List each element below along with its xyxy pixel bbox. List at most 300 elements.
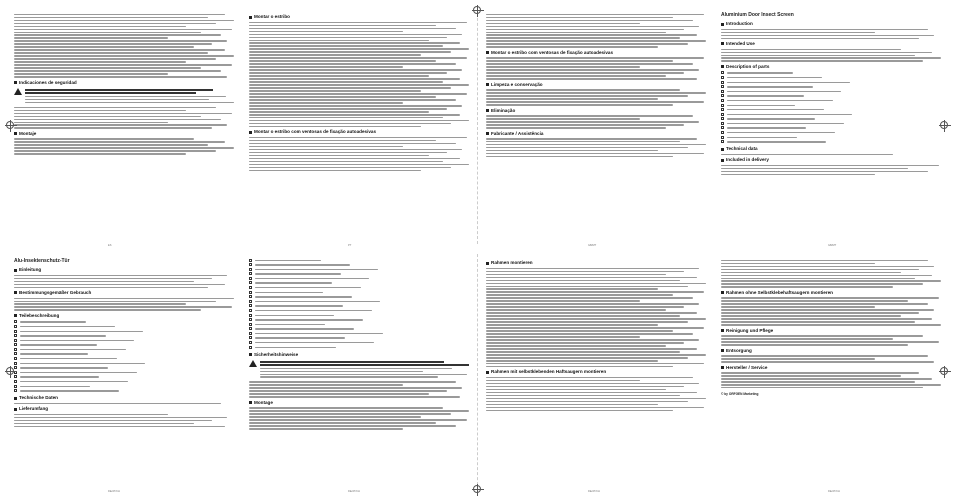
checkbox-icon xyxy=(721,85,724,88)
heading-text: Lieferumfang xyxy=(19,406,49,412)
text-line xyxy=(249,25,436,26)
leaflet-sheet xyxy=(8,8,946,491)
text-line xyxy=(486,17,673,18)
text-line xyxy=(249,69,462,70)
text-line xyxy=(486,345,666,346)
registration-mark-icon xyxy=(940,367,948,375)
text-line xyxy=(727,127,806,128)
bullet-square-icon xyxy=(14,408,17,411)
text-line xyxy=(486,57,704,58)
text-line xyxy=(255,260,321,261)
text-line xyxy=(25,89,213,91)
text-line xyxy=(255,301,380,302)
checkbox-icon xyxy=(249,323,252,326)
text-line xyxy=(486,127,666,128)
checkbox-icon xyxy=(14,348,17,351)
text-line xyxy=(14,138,194,139)
text-line xyxy=(249,63,456,64)
text-line xyxy=(727,86,813,87)
text-line xyxy=(20,326,115,327)
section-heading xyxy=(486,131,706,137)
heading-text: Einleitung xyxy=(19,267,42,272)
text-line xyxy=(721,260,928,261)
text-line xyxy=(249,413,451,414)
parts-list xyxy=(249,258,469,350)
text-line xyxy=(727,123,844,124)
checkbox-icon xyxy=(249,346,252,349)
text-line xyxy=(486,89,680,90)
text-line xyxy=(249,81,443,82)
text-line xyxy=(486,150,658,151)
footer-label: GB/MT xyxy=(828,244,837,247)
text-line xyxy=(249,40,429,41)
checkbox-icon xyxy=(14,362,17,365)
text-line xyxy=(14,52,208,53)
section-heading xyxy=(249,14,469,20)
bullet-square-icon xyxy=(486,83,489,86)
registration-mark-icon xyxy=(473,6,481,14)
col-de-3 xyxy=(486,258,706,480)
text-line xyxy=(486,75,666,76)
text-line xyxy=(721,272,901,273)
heading-text: Montage xyxy=(254,399,273,405)
text-line xyxy=(249,146,403,147)
text-line xyxy=(727,82,850,83)
text-line xyxy=(249,425,456,426)
heading-text: Limpeza e conservação xyxy=(491,81,543,87)
section-heading xyxy=(721,41,941,47)
text-line xyxy=(14,414,168,415)
bottom-spread xyxy=(8,254,946,493)
text-line xyxy=(486,98,658,99)
text-line xyxy=(721,372,919,373)
heading-text: Technische Daten xyxy=(19,395,58,401)
checkbox-icon xyxy=(249,268,252,271)
text-line xyxy=(721,297,939,298)
text-line xyxy=(721,358,875,359)
text-line xyxy=(486,60,673,61)
text-line xyxy=(14,64,232,65)
text-line xyxy=(486,336,640,337)
text-line xyxy=(14,303,186,304)
text-line xyxy=(721,324,941,325)
text-line xyxy=(486,104,673,105)
col-de-4 xyxy=(721,258,941,480)
checkbox-icon xyxy=(721,131,724,134)
text-line xyxy=(727,109,824,110)
bullet-square-icon xyxy=(14,397,17,400)
text-line xyxy=(249,422,436,423)
text-line xyxy=(721,384,941,385)
checkbox-icon xyxy=(14,357,17,360)
heading-text: Description of parts xyxy=(726,63,770,69)
bullet-square-icon xyxy=(14,291,17,294)
text-line xyxy=(486,288,658,289)
text-line xyxy=(486,40,706,41)
text-line xyxy=(260,364,469,366)
text-line xyxy=(727,72,793,73)
bullet-square-icon xyxy=(14,269,17,272)
text-line xyxy=(486,144,706,145)
section-heading xyxy=(486,369,706,375)
text-line xyxy=(255,278,369,279)
checkbox-icon xyxy=(14,334,17,337)
checkbox-icon xyxy=(249,336,252,339)
checkbox-icon xyxy=(249,286,252,289)
section-heading xyxy=(14,395,234,401)
text-line xyxy=(14,14,225,15)
warning-triangle-icon xyxy=(14,88,22,95)
footer-label: DE/AT/CH xyxy=(588,490,600,493)
text-line xyxy=(486,312,697,313)
text-line xyxy=(486,26,699,27)
text-line xyxy=(249,22,467,23)
text-line xyxy=(249,99,456,100)
text-line xyxy=(249,123,451,124)
section-heading xyxy=(721,157,941,163)
text-line xyxy=(486,294,673,295)
text-line xyxy=(14,417,227,418)
text-line xyxy=(14,403,221,404)
text-line xyxy=(249,390,447,391)
text-line xyxy=(486,339,699,340)
checkbox-icon xyxy=(249,281,252,284)
text-line xyxy=(14,281,194,282)
text-line xyxy=(14,110,186,111)
text-line xyxy=(721,335,923,336)
text-line xyxy=(486,156,673,157)
text-line xyxy=(486,43,688,44)
bullet-square-icon xyxy=(486,109,489,112)
text-line xyxy=(721,344,908,345)
text-line xyxy=(255,296,352,297)
checkbox-icon xyxy=(14,343,17,346)
text-line xyxy=(249,66,403,67)
text-line xyxy=(260,361,444,363)
heading-text: Entsorgung xyxy=(726,347,752,353)
warning-block xyxy=(249,360,469,380)
text-line xyxy=(14,306,232,307)
list-item xyxy=(14,389,234,394)
text-line xyxy=(14,23,216,24)
text-line xyxy=(486,115,693,116)
text-line xyxy=(486,389,666,390)
footer-label: GB/MT xyxy=(588,244,597,247)
checkbox-icon xyxy=(14,380,17,383)
text-line xyxy=(727,132,835,133)
section-heading xyxy=(249,352,469,358)
text-line xyxy=(721,375,901,376)
text-line xyxy=(486,342,684,343)
checkbox-icon xyxy=(249,318,252,321)
checkbox-icon xyxy=(721,113,724,116)
text-line xyxy=(721,338,893,339)
heading-text: Reinigung und Pflege xyxy=(726,327,774,333)
text-line xyxy=(249,87,451,88)
text-line xyxy=(255,333,383,334)
bullet-square-icon xyxy=(721,349,724,352)
checkbox-icon xyxy=(721,99,724,102)
text-line xyxy=(249,45,443,46)
text-line xyxy=(249,51,451,52)
checkbox-icon xyxy=(14,385,17,388)
heading-text: Sicherheitshinweise xyxy=(254,351,299,357)
text-line xyxy=(20,372,137,373)
text-line xyxy=(260,376,438,377)
text-line xyxy=(721,52,932,53)
text-line xyxy=(14,301,216,302)
text-line xyxy=(721,300,908,301)
bullet-square-icon xyxy=(249,131,252,134)
text-line xyxy=(255,319,363,320)
section-heading xyxy=(249,129,469,135)
bullet-square-icon xyxy=(721,329,724,332)
text-line xyxy=(486,366,673,367)
warning-block xyxy=(14,88,234,105)
text-line xyxy=(727,95,804,96)
bullet-square-icon xyxy=(14,81,17,84)
text-line xyxy=(486,63,693,64)
text-line xyxy=(255,310,372,311)
text-line xyxy=(486,271,684,272)
text-line xyxy=(249,78,460,79)
heading-text: Bestimmungsgemäßer Gebrauch xyxy=(19,289,92,295)
text-line xyxy=(486,315,680,316)
text-line xyxy=(25,99,209,100)
section-heading xyxy=(721,64,941,70)
warning-triangle-icon xyxy=(249,360,257,367)
text-line xyxy=(486,357,688,358)
text-line xyxy=(721,309,934,310)
text-line xyxy=(249,28,456,29)
checkbox-icon xyxy=(249,332,252,335)
text-line xyxy=(721,280,941,281)
footer-label: PT xyxy=(348,244,352,247)
bullet-square-icon xyxy=(249,401,252,404)
text-line xyxy=(721,174,875,175)
text-line xyxy=(14,420,212,421)
text-line xyxy=(486,20,693,21)
bullet-square-icon xyxy=(721,366,724,369)
text-line xyxy=(20,390,119,391)
text-line xyxy=(14,17,208,18)
text-line xyxy=(255,269,378,270)
checkbox-icon xyxy=(14,320,17,323)
text-line xyxy=(249,117,443,118)
text-line xyxy=(486,23,640,24)
text-line xyxy=(721,361,934,362)
section-heading xyxy=(721,290,941,296)
text-line xyxy=(14,73,168,74)
text-line xyxy=(721,38,919,39)
heading-text: Teilebeschreibung xyxy=(19,312,60,318)
text-line xyxy=(20,367,108,368)
parts-list xyxy=(721,71,941,144)
text-line xyxy=(20,344,97,345)
text-line xyxy=(260,368,452,369)
text-line xyxy=(249,114,460,115)
text-line xyxy=(721,168,908,169)
heading-text: Montar o estribo com ventosas de fixação autoadesivas xyxy=(254,129,377,135)
text-line xyxy=(14,278,212,279)
text-line xyxy=(249,152,447,153)
text-line xyxy=(249,140,436,141)
text-line xyxy=(486,32,666,33)
heading-text: Montaje xyxy=(19,130,37,136)
section-heading xyxy=(721,21,941,27)
bullet-square-icon xyxy=(721,159,724,162)
checkbox-icon xyxy=(14,325,17,328)
text-line xyxy=(20,358,117,359)
text-line xyxy=(486,268,699,269)
text-line xyxy=(14,55,234,56)
text-line xyxy=(486,333,693,334)
text-line xyxy=(486,274,666,275)
text-line xyxy=(249,111,429,112)
heading-text: Aluminium Door Insect Screen xyxy=(721,12,794,18)
text-line xyxy=(14,284,225,285)
text-line xyxy=(727,114,852,115)
text-line xyxy=(255,324,325,325)
registration-mark-icon xyxy=(473,485,481,493)
text-line xyxy=(14,43,212,44)
text-line xyxy=(486,303,699,304)
text-line xyxy=(14,107,216,108)
section-heading xyxy=(486,50,706,56)
text-line xyxy=(486,306,684,307)
text-line xyxy=(255,264,350,265)
text-line xyxy=(249,31,403,32)
text-line xyxy=(721,318,932,319)
text-line xyxy=(486,404,658,405)
bullet-square-icon xyxy=(14,314,17,317)
text-line xyxy=(249,34,462,35)
text-line xyxy=(249,419,467,420)
text-line xyxy=(721,381,915,382)
text-line xyxy=(727,137,797,138)
text-line xyxy=(486,386,684,387)
text-line xyxy=(486,121,699,122)
heading-text: Rahmen mit selbstklebenden Haftsaugern montieren xyxy=(491,369,607,375)
text-line xyxy=(249,96,436,97)
section-heading xyxy=(721,328,941,334)
text-line xyxy=(486,321,688,322)
text-line xyxy=(14,67,201,68)
text-line xyxy=(486,360,658,361)
text-line xyxy=(249,57,467,58)
text-line xyxy=(486,29,684,30)
heading-text: Intended Use xyxy=(726,40,755,46)
heading-text: Eliminação xyxy=(491,107,516,113)
checkbox-icon xyxy=(14,352,17,355)
section-title xyxy=(14,258,234,265)
heading-text: Hersteller / Service xyxy=(726,364,768,370)
col-de-2 xyxy=(249,258,469,480)
text-line xyxy=(721,303,928,304)
col-gb-1 xyxy=(721,12,941,234)
text-line xyxy=(727,141,826,142)
top-spread xyxy=(8,8,946,247)
text-line xyxy=(14,141,225,142)
text-line xyxy=(14,34,221,35)
text-line xyxy=(721,32,875,33)
text-line xyxy=(486,291,704,292)
text-line xyxy=(20,349,126,350)
heading-text: Included in delivery xyxy=(726,157,769,163)
text-line xyxy=(486,327,704,328)
text-line xyxy=(14,40,227,41)
checkbox-icon xyxy=(721,126,724,129)
section-heading xyxy=(14,313,234,319)
text-line xyxy=(249,387,462,388)
text-line xyxy=(249,143,456,144)
bullet-square-icon xyxy=(249,353,252,356)
text-line xyxy=(249,48,469,49)
checkbox-icon xyxy=(721,71,724,74)
text-line xyxy=(721,387,923,388)
text-line xyxy=(255,328,354,329)
text-line xyxy=(249,75,429,76)
bullet-square-icon xyxy=(486,262,489,265)
text-line xyxy=(25,102,234,103)
text-line xyxy=(727,91,841,92)
text-line xyxy=(486,69,699,70)
checkbox-icon xyxy=(249,295,252,298)
text-line xyxy=(721,154,893,155)
text-line xyxy=(486,147,688,148)
text-line xyxy=(14,46,194,47)
text-line xyxy=(20,321,86,322)
text-line xyxy=(249,155,429,156)
section-heading xyxy=(721,348,941,354)
text-line xyxy=(14,116,201,117)
text-line xyxy=(721,29,928,30)
text-line xyxy=(255,342,374,343)
text-line xyxy=(249,410,469,411)
text-line xyxy=(14,76,227,77)
text-line xyxy=(14,37,168,38)
text-line xyxy=(721,286,893,287)
text-line xyxy=(721,378,932,379)
section-heading xyxy=(249,400,469,406)
text-line xyxy=(14,58,216,59)
checkbox-icon xyxy=(249,272,252,275)
checkbox-icon xyxy=(14,339,17,342)
checkbox-icon xyxy=(14,389,17,392)
text-line xyxy=(20,381,128,382)
checkbox-icon xyxy=(721,122,724,125)
text-line xyxy=(486,153,704,154)
text-line xyxy=(249,108,447,109)
checkbox-icon xyxy=(249,314,252,317)
section-heading xyxy=(486,260,706,266)
text-line xyxy=(14,426,225,427)
section-title xyxy=(721,12,941,19)
text-line xyxy=(486,395,680,396)
text-line xyxy=(486,407,704,408)
text-line xyxy=(20,376,99,377)
text-line xyxy=(727,118,815,119)
text-line xyxy=(486,330,673,331)
checkbox-icon xyxy=(249,309,252,312)
checkbox-icon xyxy=(721,76,724,79)
text-line xyxy=(486,277,697,278)
text-line xyxy=(249,60,436,61)
text-line xyxy=(249,393,429,394)
checkbox-icon xyxy=(249,341,252,344)
checkbox-icon xyxy=(721,81,724,84)
text-line xyxy=(14,153,186,154)
